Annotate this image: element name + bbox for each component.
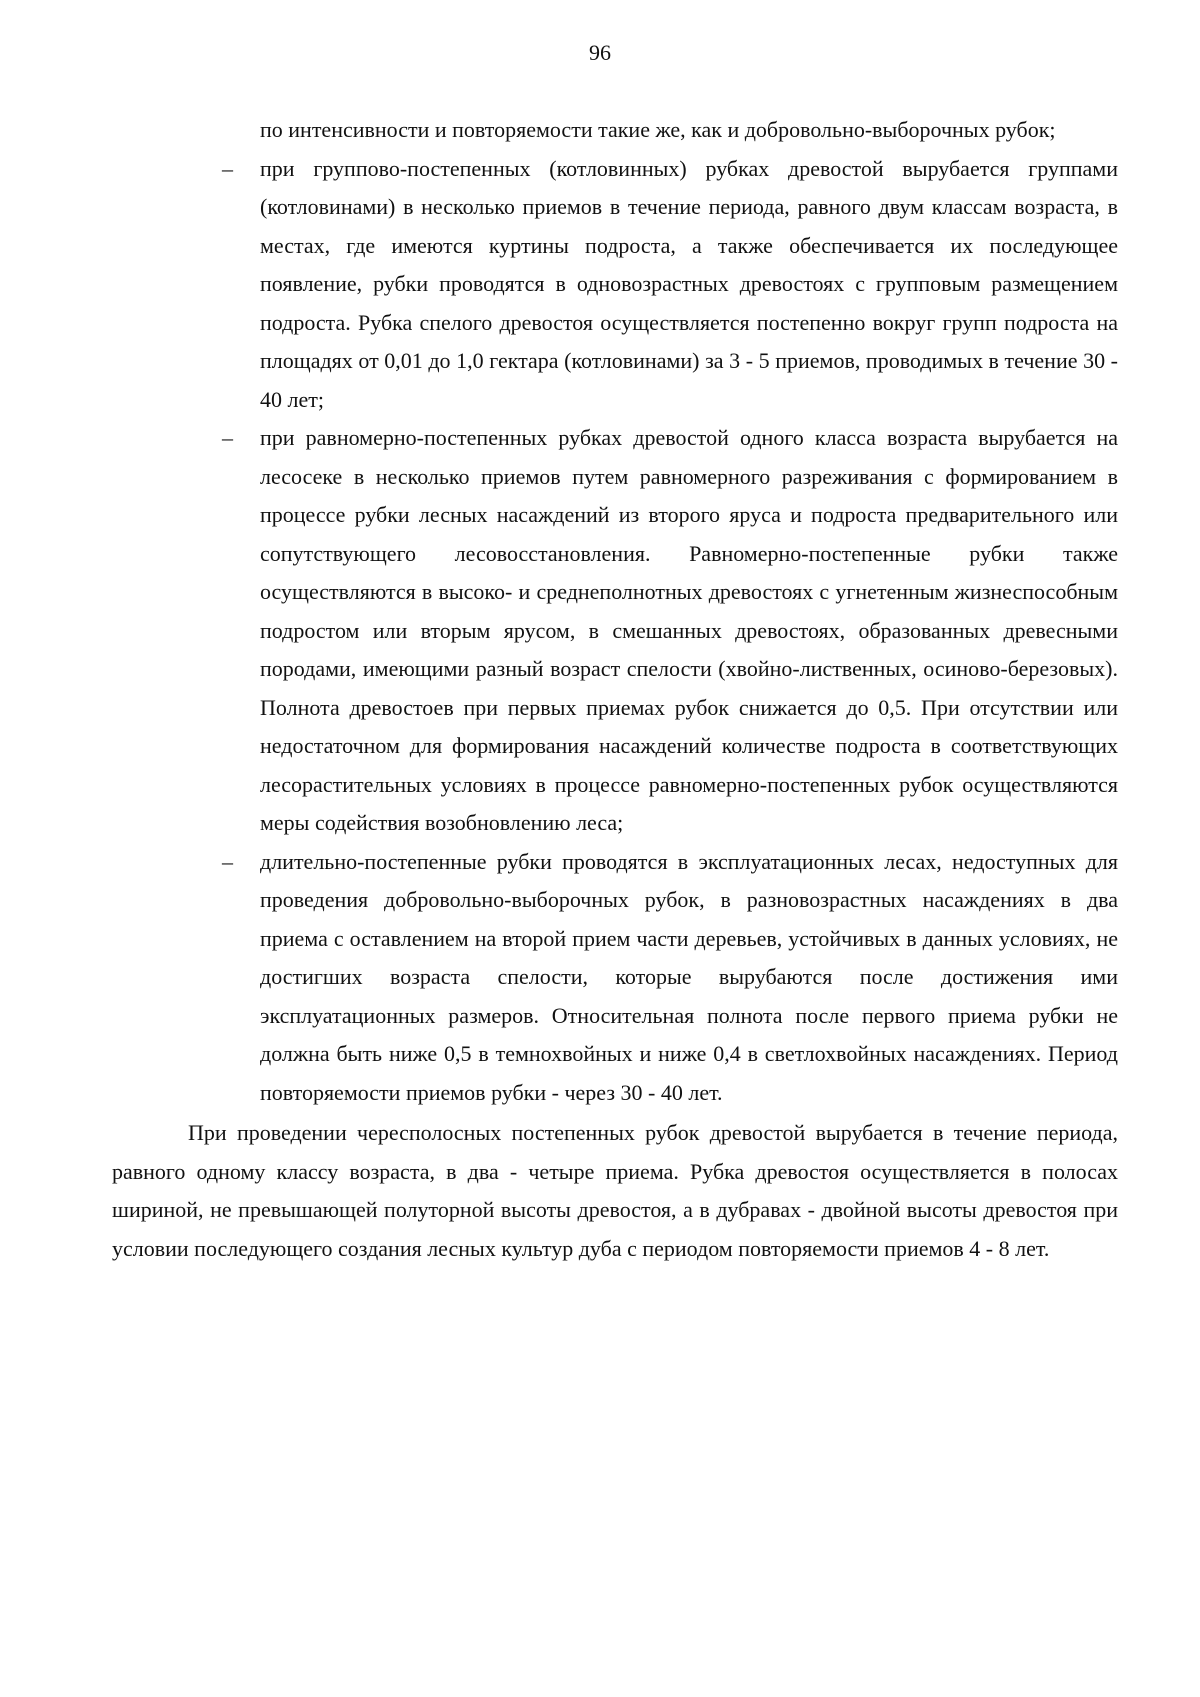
list-item-text: длительно-постепенные рубки проводятся в эксплуатационных лесах, недоступных для проведения добровольно-выборочных рубок, в разновозрастных насаждениях в два приема с оставлением на второй прием части деревьев, устойчивых в данных условиях, не достигших возраста спелости, которые вырубаются после достижения ими эксплуатационных размеров. Относительная полнота после первого приема рубки не должна быть ниже 0,5 в темнохвойных и ниже 0,4 в светлохвойных насаждениях. Период повторяемости приемов рубки - через 30 - 40 лет. xyxy=(260,848,1118,1105)
list-item-long-term-cutting xyxy=(112,843,1118,1113)
list-item-uniform-cutting xyxy=(112,419,1118,843)
list-item-text: при группово-постепенных (котловинных) рубках древостой вырубается группами (котловинами) в несколько приемов в течение периода, равного двум классам возраста, в местах, где имеются куртины подроста, а также обеспечивается их последующее появление, рубки проводятся в одновозрастных древостоях с групповым размещением подроста. Рубка спелого древостоя осуществляется постепенно вокруг групп подроста на площадях от 0,01 до 1,0 гектара (котловинами) за 3 - 5 приемов, проводимых в течение 30 - 40 лет; xyxy=(260,155,1118,412)
list-item-text: по интенсивности и повторяемости такие же, как и добровольно-выборочных рубок; xyxy=(260,117,1056,142)
list-item-text: при равномерно-постепенных рубках древостой одного класса возраста вырубается на лесосеке в несколько приемов путем равномерного разреживания с формированием в процессе рубки лесных насаждений из второго яруса и подроста предварительного или сопутствующего лесовосстановления. Равномерно-постепенные рубки также осуществляются в высоко- и среднеполнотных древостоях с угнетенным жизнеспособным подростом или вторым ярусом, в смешанных древостоях, образованных древесными породами, имеющими разный возраст спелости (хвойно-лиственных, осиново-березовых). Полнота древостоев при первых приемах рубок снижается до 0,5. При отсутствии или недостаточном для формирования насаждений количестве подроста в соответствующих лесорастительных условиях в процессе равномерно-постепенных рубок осуществляются меры содействия возобновлению леса; xyxy=(260,425,1118,835)
list-dash: – xyxy=(222,155,233,181)
page-number: 96 xyxy=(589,40,611,65)
list-dash: – xyxy=(222,848,233,874)
document-body xyxy=(112,111,1118,1268)
body-paragraph: При проведении чересполосных постепенных рубок древостой вырубается в течение периода, равного одному классу возраста, в два - четыре приема. Рубка древостоя осуществляется в полосах шириной, не превышающей полуторной высоты древостоя, а в дубравах - двойной высоты древостоя при условии последующего создания лесных культур дуба с периодом повторяемости приемов 4 - 8 лет. xyxy=(112,1120,1118,1261)
list-dash: – xyxy=(222,425,233,450)
list-item-continuation xyxy=(112,111,1118,150)
list-item-group-cutting xyxy=(112,150,1118,420)
